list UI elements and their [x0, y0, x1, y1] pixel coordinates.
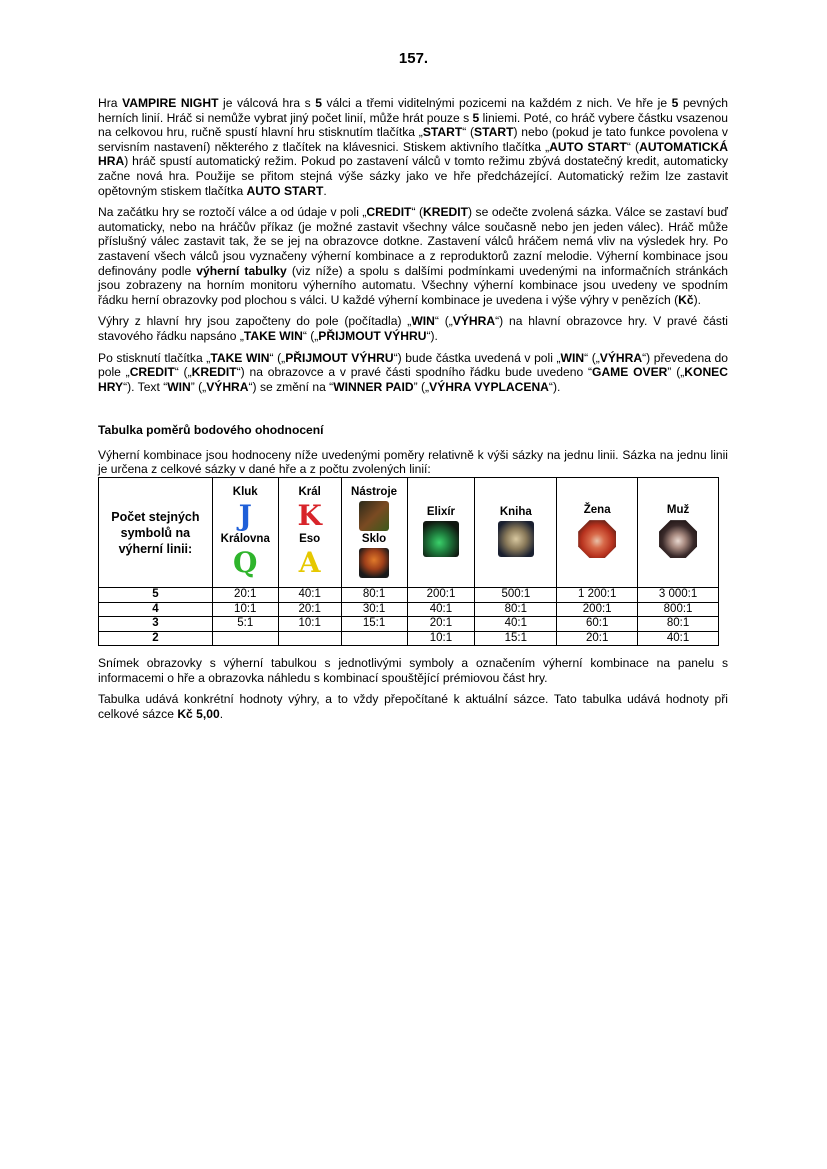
value-cell	[212, 631, 278, 646]
paytable	[98, 477, 719, 646]
value-cell: 30:1	[341, 602, 407, 617]
paytable-row-3	[99, 617, 719, 632]
value-cell: 500:1	[475, 588, 557, 603]
ace-symbol-icon: A	[298, 545, 321, 579]
header-kluk-kralovna	[212, 478, 278, 588]
jack-symbol-icon: J	[238, 498, 252, 532]
paytable-header-row	[99, 478, 719, 588]
document-body	[98, 96, 728, 728]
row-count: 4	[99, 602, 213, 617]
label-kniha: Kniha	[499, 506, 532, 519]
value-cell: 5:1	[212, 617, 278, 632]
value-cell: 20:1	[557, 631, 638, 646]
header-elixir	[407, 478, 475, 588]
paytable-row-5	[99, 588, 719, 603]
value-cell: 80:1	[341, 588, 407, 603]
label-eso: Eso	[299, 532, 321, 545]
value-cell: 3 000:1	[638, 588, 719, 603]
value-cell: 20:1	[407, 617, 475, 632]
label-sklo: Sklo	[361, 532, 387, 545]
woman-portrait-icon	[578, 520, 616, 558]
row-count: 3	[99, 617, 213, 632]
value-cell: 1 200:1	[557, 588, 638, 603]
value-cell: 80:1	[638, 617, 719, 632]
value-cell: 200:1	[407, 588, 475, 603]
value-cell: 40:1	[278, 588, 341, 603]
value-cell: 40:1	[638, 631, 719, 646]
value-cell: 10:1	[407, 631, 475, 646]
man-portrait-icon	[659, 520, 697, 558]
paragraph-screenshot-note: Snímek obrazovky s výherní tabulkou s jednotlivými symboly a označením výherní kombinace na panelu s informacemi o hře a obrazovka náhledu s kombinací spouštějící prémiovou část hry.	[98, 656, 728, 685]
paragraph-bet-note: Tabulka udává konkrétní hodnoty výhry, a to vždy přepočítané k aktuální sázce. Tato tabulka udává hodnoty při celkové sázce Kč 5,00.	[98, 692, 728, 721]
label-muz: Muž	[666, 504, 690, 517]
goblet-icon	[359, 548, 389, 578]
label-elixir: Elixír	[426, 506, 456, 519]
header-nastroje-sklo	[341, 478, 407, 588]
value-cell	[341, 631, 407, 646]
header-muz	[638, 478, 719, 588]
row-count: 2	[99, 631, 213, 646]
value-cell: 15:1	[475, 631, 557, 646]
paytable-row-2	[99, 631, 719, 646]
page-number: 157.	[398, 50, 429, 67]
book-icon	[498, 521, 534, 557]
tools-icon	[359, 501, 389, 531]
label-kralovna: Královna	[220, 532, 270, 545]
header-zena	[557, 478, 638, 588]
value-cell: 20:1	[212, 588, 278, 603]
header-kral-eso	[278, 478, 341, 588]
value-cell: 40:1	[407, 602, 475, 617]
value-cell: 40:1	[475, 617, 557, 632]
value-cell: 800:1	[638, 602, 719, 617]
paragraph-intro: Hra VAMPIRE NIGHT je válcová hra s 5 válci a třemi viditelnými pozicemi na každém z nich. Ve hře je 5 pevných herních linií. Hráč si nemůže vybrat jiný počet linií, může hrát pouze s 5 liniemi. Poté, co hráč vybere částku vsazenou na celkovou hru, ručně spustí hlavní hru stisknutím tlačítka „START“ (START) nebo (pokud je tato funkce povolena v servisním nastavení) některého z tlačítek na klávesnici. Stiskem aktivního tlačítka „AUTO START“ (AUTOMATICKÁ HRA) hráč spustí automatický režim. Pokud po zastavení válců v tomto režimu zbývá dostatečný kredit, automaticky začne nová hra. Použije se přitom stejná výše sázky jako ve hře předcházející. Automatický režim lze zastavit opětovným stiskem tlačítka AUTO START.	[98, 96, 728, 198]
paragraph-take-win: Po stisknutí tlačítka „TAKE WIN“ („PŘIJMOUT VÝHRU“) bude částka uvedená v poli „WIN“ („VÝHRA“) převedena do pole „CREDIT“ („KREDIT“) na obrazovce a v pravé části spodního řádku bude uvedeno “GAME OVER” („KONEC HRY“). Text “WIN” („VÝHRA“) se změní na “WINNER PAID” („VÝHRA VYPLACENA“).	[98, 350, 728, 394]
paragraph-game-start: Na začátku hry se roztočí válce a od údaje v poli „CREDIT“ (KREDIT) se odečte zvolená sázka. Válce se zastaví buď automaticky, nebo na hráčův příkaz (je možné zastavit všechny válce současně nebo jen jeden válec). Hráč může příslušný válec zastavit tak, že se jej na obrazovce dotkne. Zastavení válců hráčem nemá vliv na výsledek hry. Po zastavení všech válců jsou vyznačeny výherní kombinace a z reproduktorů zazní melodie. Výherní kombinace jsou definovány podle výherní tabulky (viz níže) a spolu s dalšími podmínkami uvedenými na informačních stránkách jsou zobrazeny na horním monitoru výherního automatu. Všechny výherní kombinace jsou uvedeny ve spodním řádku herní obrazovky pod plochou s válci. U každé výherní kombinace je uvedena i výše výhry v penězích (Kč).	[98, 205, 728, 307]
king-symbol-icon: K	[297, 498, 322, 532]
value-cell: 200:1	[557, 602, 638, 617]
paytable-row-4	[99, 602, 719, 617]
row-count: 5	[99, 588, 213, 603]
header-symbol-count: Počet stejných symbolů na výherní linii:	[99, 478, 213, 588]
table-intro: Výherní kombinace jsou hodnoceny níže uvedenými poměry relativně k výši sázky na jednu linii. Sázka na jednu linii je určena z celkové sázky v dané hře a z počtu zvolených linií:	[98, 447, 728, 477]
section-title: Tabulka poměrů bodového ohodnocení	[98, 423, 324, 438]
value-cell: 20:1	[278, 602, 341, 617]
label-nastroje: Nástroje	[351, 485, 398, 498]
paragraph-wins: Výhry z hlavní hry jsou započteny do pole (počítadla) „WIN“ („VÝHRA“) na hlavní obrazovce hry. V pravé části stavového řádku napsáno „TAKE WIN“ („PŘIJMOUT VÝHRU“).	[98, 314, 728, 343]
label-zena: Žena	[583, 504, 611, 517]
queen-symbol-icon: Q	[233, 545, 258, 579]
header-kniha	[475, 478, 557, 588]
value-cell: 10:1	[212, 602, 278, 617]
elixir-icon	[423, 521, 459, 557]
value-cell: 80:1	[475, 602, 557, 617]
value-cell	[278, 631, 341, 646]
value-cell: 10:1	[278, 617, 341, 632]
value-cell: 15:1	[341, 617, 407, 632]
label-kluk: Kluk	[232, 485, 258, 498]
value-cell: 60:1	[557, 617, 638, 632]
label-kral: Král	[298, 485, 321, 498]
